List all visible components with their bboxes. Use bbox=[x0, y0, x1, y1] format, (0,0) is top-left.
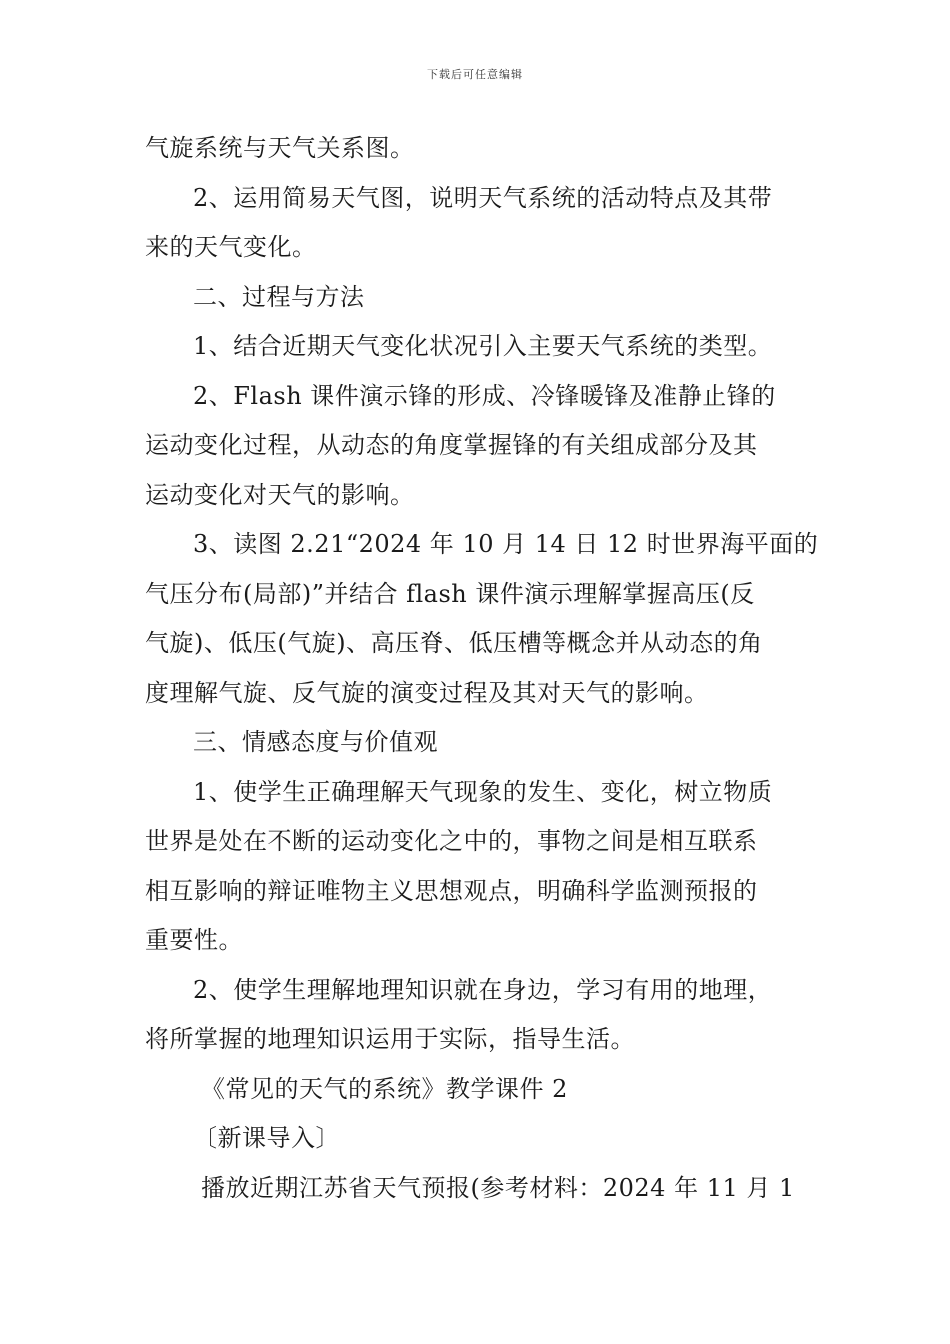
text-line-11: 气旋)、低压(气旋)、高压脊、低压槽等概念并从动态的角 bbox=[145, 629, 763, 657]
text-line-10: 气压分布(局部)”并结合 flash 课件演示理解掌握高压(反 bbox=[145, 579, 755, 608]
section-heading-attitudes-values: 三、情感态度与价值观 bbox=[193, 728, 438, 756]
page-header-note: 下载后可任意编辑 bbox=[427, 68, 523, 81]
document-body bbox=[145, 124, 819, 1213]
courseware-title: 《常见的天气的系统》教学课件 2 bbox=[201, 1074, 568, 1103]
text-line-6: 2、Flash 课件演示锋的形成、冷锋暖锋及准静止锋的 bbox=[193, 381, 776, 410]
text-line-2: 2、运用简易天气图，说明天气系统的活动特点及其带 bbox=[193, 183, 773, 212]
text-line-14: 1、使学生正确理解天气现象的发生、变化，树立物质 bbox=[193, 777, 773, 806]
text-line-17: 重要性。 bbox=[145, 926, 243, 954]
text-line-1: 气旋系统与天气关系图。 bbox=[145, 134, 415, 162]
text-line-16: 相互影响的辩证唯物主义思想观点，明确科学监测预报的 bbox=[145, 876, 758, 905]
text-line-7: 运动变化过程，从动态的角度掌握锋的有关组成部分及其 bbox=[145, 431, 758, 459]
text-line-3: 来的天气变化。 bbox=[145, 233, 317, 261]
section-heading-process-methods: 二、过程与方法 bbox=[193, 282, 365, 311]
text-line-15: 世界是处在不断的运动变化之中的，事物之间是相互联系 bbox=[145, 827, 758, 855]
text-line-19: 将所掌握的地理知识运用于实际，指导生活。 bbox=[145, 1025, 635, 1053]
text-line-18: 2、使学生理解地理知识就在身边，学习有用的地理， bbox=[193, 975, 773, 1004]
text-line-12: 度理解气旋、反气旋的演变过程及其对天气的影响。 bbox=[145, 678, 709, 707]
text-line-5: 1、结合近期天气变化状况引入主要天气系统的类型。 bbox=[193, 332, 773, 360]
subsection-heading-new-lesson-intro: 〔新课导入〕 bbox=[193, 1124, 340, 1152]
text-line-8: 运动变化对天气的影响。 bbox=[145, 480, 415, 509]
text-line-22: 播放近期江苏省天气预报(参考材料：2024 年 11 月 1 bbox=[201, 1173, 795, 1202]
text-line-9: 3、读图 2.21“2024 年 10 月 14 日 12 时世界海平面的 bbox=[193, 530, 819, 558]
